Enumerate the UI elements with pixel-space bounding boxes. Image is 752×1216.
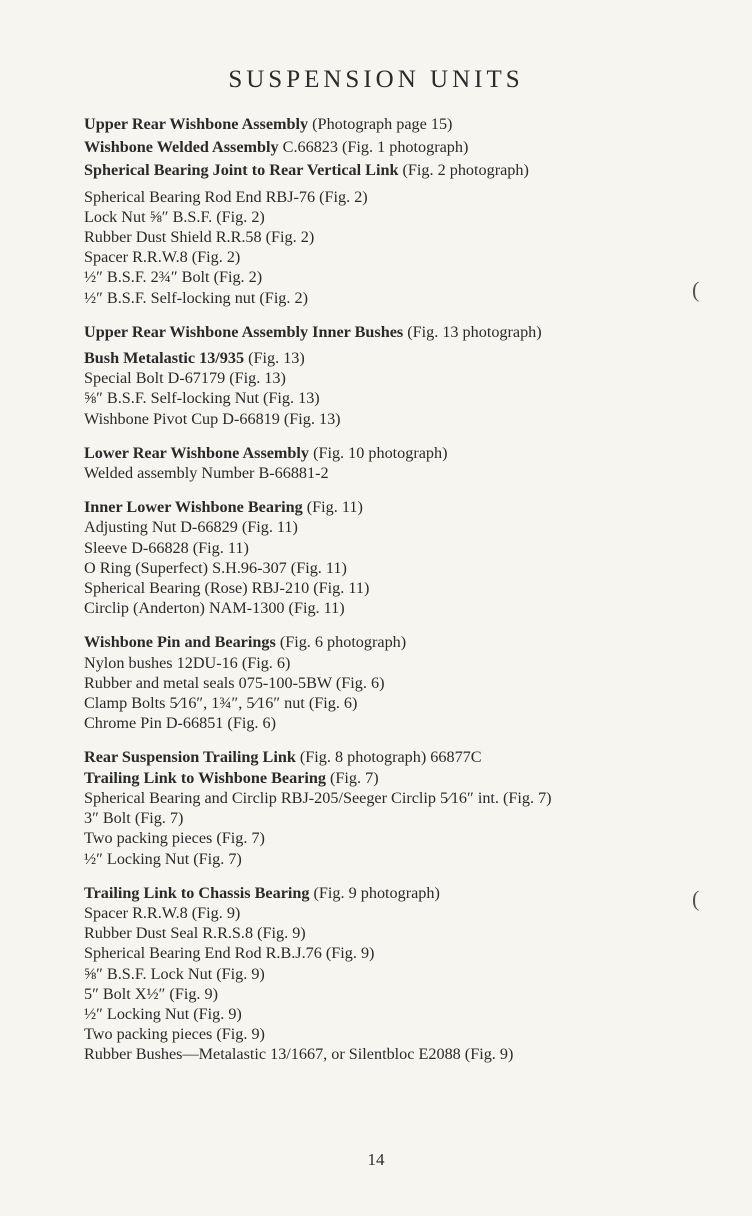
page-title: SUSPENSION UNITS <box>228 66 524 93</box>
list-line: Trailing Link to Chassis Bearing (Fig. 9 photograph) <box>84 883 440 902</box>
list-line: Rear Suspension Trailing Link (Fig. 8 photograph) 66877C <box>84 748 482 767</box>
list-line: Trailing Link to Wishbone Bearing (Fig. 7) <box>84 768 379 787</box>
list-line: Bush Metalastic 13/935 (Fig. 13) <box>84 349 305 368</box>
list-line: Circlip (Anderton) NAM-1300 (Fig. 11) <box>84 599 345 618</box>
list-line: ½″ B.S.F. 2¾″ Bolt (Fig. 2) <box>84 268 263 287</box>
list-line: Welded assembly Number B-66881-2 <box>84 464 329 483</box>
section-wishbone-welded <box>84 137 724 157</box>
list-line: O Ring (Superfect) S.H.96-307 (Fig. 11) <box>84 558 347 577</box>
list-line: Rubber Bushes—Metalastic 13/1667, or Silentbloc E2088 (Fig. 9) <box>84 1045 514 1064</box>
list-line: Lock Nut ⅝″ B.S.F. (Fig. 2) <box>84 207 265 226</box>
list-line: Adjusting Nut D-66829 (Fig. 11) <box>84 518 298 537</box>
list-line: Wishbone Welded Assembly C.66823 (Fig. 1 photograph) <box>84 138 469 157</box>
list-line: ½″ B.S.F. Self-locking nut (Fig. 2) <box>84 288 308 307</box>
list-line: Upper Rear Wishbone Assembly Inner Bushes (Fig. 13 photograph) <box>84 322 542 341</box>
list-line: Two packing pieces (Fig. 9) <box>84 1025 265 1044</box>
list-line: Spherical Bearing and Circlip RBJ-205/Seeger Circlip 5⁄16″ int. (Fig. 7) <box>84 788 552 807</box>
section-inner-bushes <box>84 322 724 429</box>
list-line: Upper Rear Wishbone Assembly (Photograph page 15) <box>84 115 453 133</box>
margin-bracket-mark: ( <box>692 277 700 302</box>
list-line: Wishbone Pin and Bearings (Fig. 6 photograph) <box>84 633 407 652</box>
list-line: 3″ Bolt (Fig. 7) <box>84 809 184 828</box>
list-line: Sleeve D-66828 (Fig. 11) <box>84 538 249 557</box>
section-lower-rear-wishbone <box>84 443 724 483</box>
list-line: ½″ Locking Nut (Fig. 9) <box>84 1004 242 1023</box>
section-wishbone-pin <box>84 632 724 733</box>
list-line: Spherical Bearing Rod End RBJ-76 (Fig. 2) <box>84 187 368 206</box>
list-line: Clamp Bolts 5⁄16″, 1¾″, 5⁄16″ nut (Fig. 6) <box>84 694 358 713</box>
list-line: Spherical Bearing (Rose) RBJ-210 (Fig. 11) <box>84 579 370 598</box>
list-line: ½″ Locking Nut (Fig. 7) <box>84 849 242 868</box>
section-inner-lower-bearing <box>84 497 724 618</box>
list-line: Spacer R.R.W.8 (Fig. 2) <box>84 248 241 267</box>
list-line: ⅝″ B.S.F. Lock Nut (Fig. 9) <box>84 964 265 983</box>
list-line: Two packing pieces (Fig. 7) <box>84 829 265 848</box>
list-line: ⅝″ B.S.F. Self-locking Nut (Fig. 13) <box>84 389 320 408</box>
list-line: Spacer R.R.W.8 (Fig. 9) <box>84 903 241 922</box>
list-line: Rubber Dust Seal R.R.S.8 (Fig. 9) <box>84 924 306 943</box>
section-spherical-bearing-joint <box>84 160 724 307</box>
list-line: Chrome Pin D-66851 (Fig. 6) <box>84 714 276 733</box>
list-line: Spherical Bearing End Rod R.B.J.76 (Fig. 9) <box>84 944 375 963</box>
list-line: Lower Rear Wishbone Assembly (Fig. 10 photograph) <box>84 443 448 462</box>
page-number: 14 <box>367 1150 385 1169</box>
parts-list <box>84 114 724 1076</box>
margin-bracket-mark: ( <box>692 886 700 911</box>
list-line: Inner Lower Wishbone Bearing (Fig. 11) <box>84 498 363 517</box>
section-chassis-bearing <box>84 883 724 1065</box>
list-line: Nylon bushes 12DU-16 (Fig. 6) <box>84 653 291 672</box>
section-upper-rear-wishbone <box>84 114 724 134</box>
list-line: Rubber Dust Shield R.R.58 (Fig. 2) <box>84 228 315 247</box>
section-trailing-link <box>84 747 724 868</box>
list-line: Rubber and metal seals 075-100-5BW (Fig. 6) <box>84 673 385 692</box>
list-line: 5″ Bolt X½″ (Fig. 9) <box>84 984 218 1003</box>
list-line: Special Bolt D-67179 (Fig. 13) <box>84 369 286 388</box>
list-line: Spherical Bearing Joint to Rear Vertical Link (Fig. 2 photograph) <box>84 161 529 180</box>
list-line: Wishbone Pivot Cup D-66819 (Fig. 13) <box>84 409 341 428</box>
